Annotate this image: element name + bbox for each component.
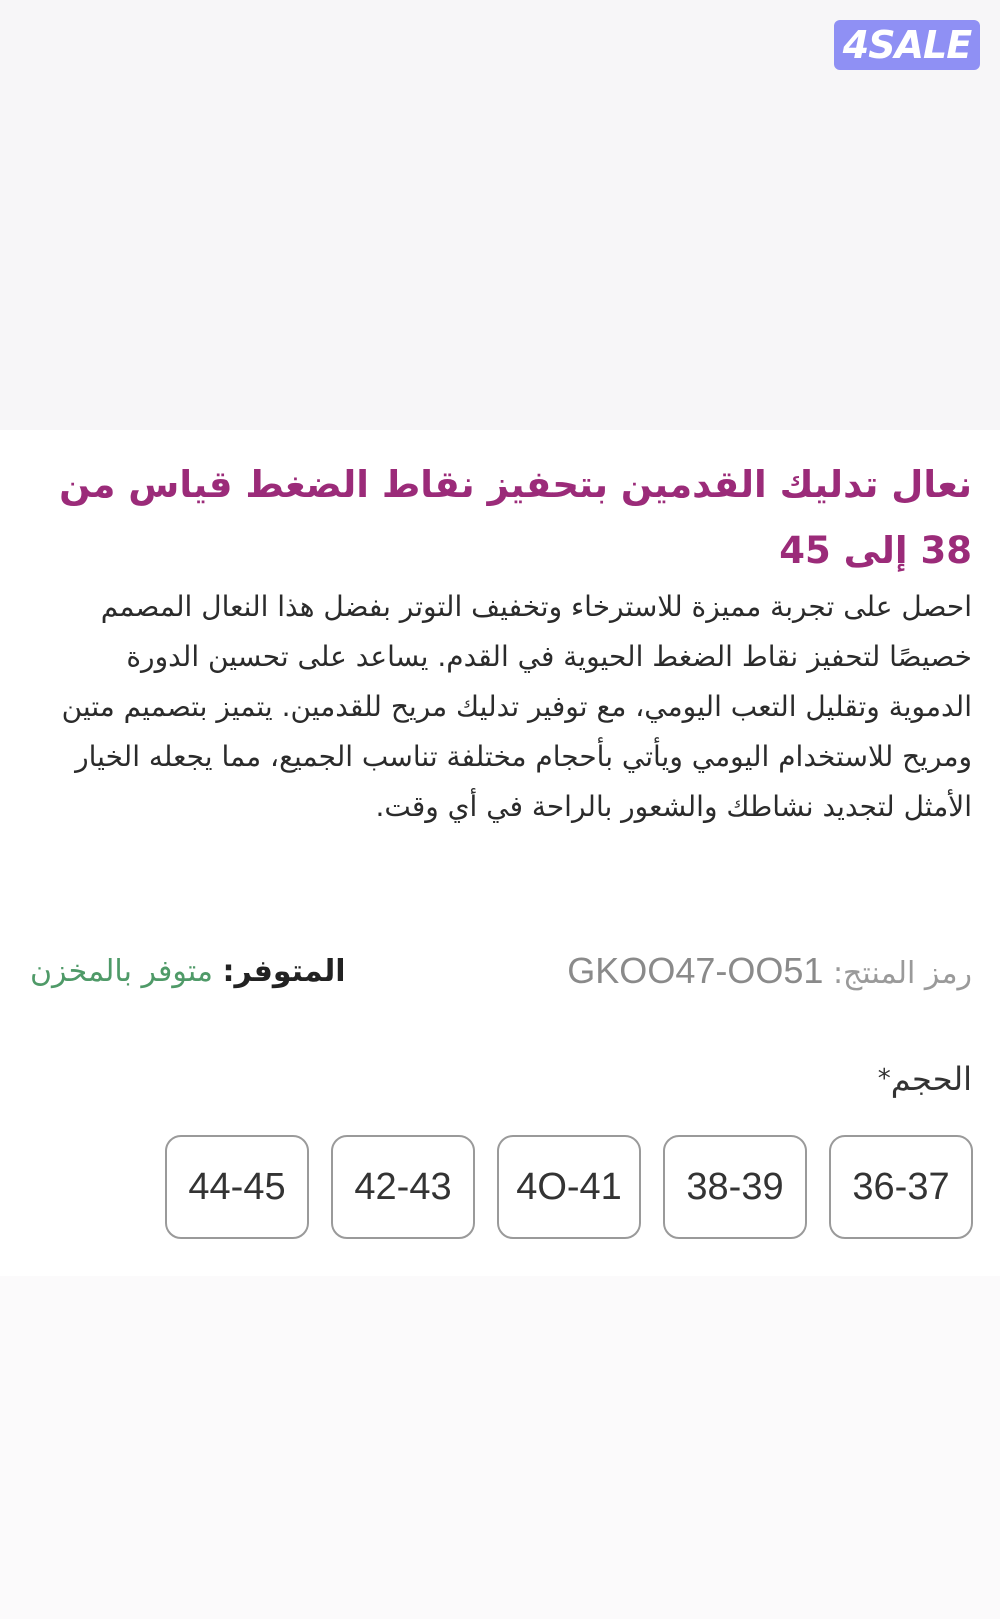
required-mark: * — [877, 1064, 891, 1094]
availability-label: المتوفر: — [222, 953, 346, 989]
page-bottom-area — [0, 1276, 1000, 1619]
size-label-text: الحجم — [890, 1060, 972, 1098]
product-title: نعال تدليك القدمين بتحفيز نقاط الضغط قياس من 38 إلى 45 — [59, 463, 972, 572]
product-description: احصل على تجربة مميزة للاسترخاء وتخفيف التوتر بفضل هذا النعال المصمم خصيصًا لتحفيز نقاط الضغط الحيوية في القدم. يساعد على تحسين الدورة الدموية وتقليل التعب اليومي، مع توفير تدليك مريح للقدمين. يتميز بتصميم متين ومريح للاستخدام اليومي ويأتي بأحجام مختلفة تناسب الجميع، مما يجعله الخيار الأمثل لتجديد نشاطك والشعور بالراحة في أي وقت. — [61, 590, 972, 823]
size-option-44-45[interactable]: 44-45 — [165, 1135, 309, 1239]
sku-label: رمز المنتج: — [832, 956, 972, 991]
availability-status: متوفر بالمخزن — [30, 953, 213, 989]
size-options — [165, 1135, 973, 1239]
size-option-42-43[interactable]: 42-43 — [331, 1135, 475, 1239]
size-selector-label — [878, 1054, 972, 1104]
product-sku — [567, 950, 972, 992]
sku-value: GKOO47-OO51 — [567, 950, 824, 991]
size-option-40-41[interactable]: 4O-41 — [497, 1135, 641, 1239]
product-meta-row — [30, 946, 972, 996]
size-option-38-39[interactable]: 38-39 — [663, 1135, 807, 1239]
product-availability — [30, 954, 346, 989]
size-option-36-37[interactable]: 36-37 — [829, 1135, 973, 1239]
brand-logo: 4SALE — [834, 20, 980, 70]
